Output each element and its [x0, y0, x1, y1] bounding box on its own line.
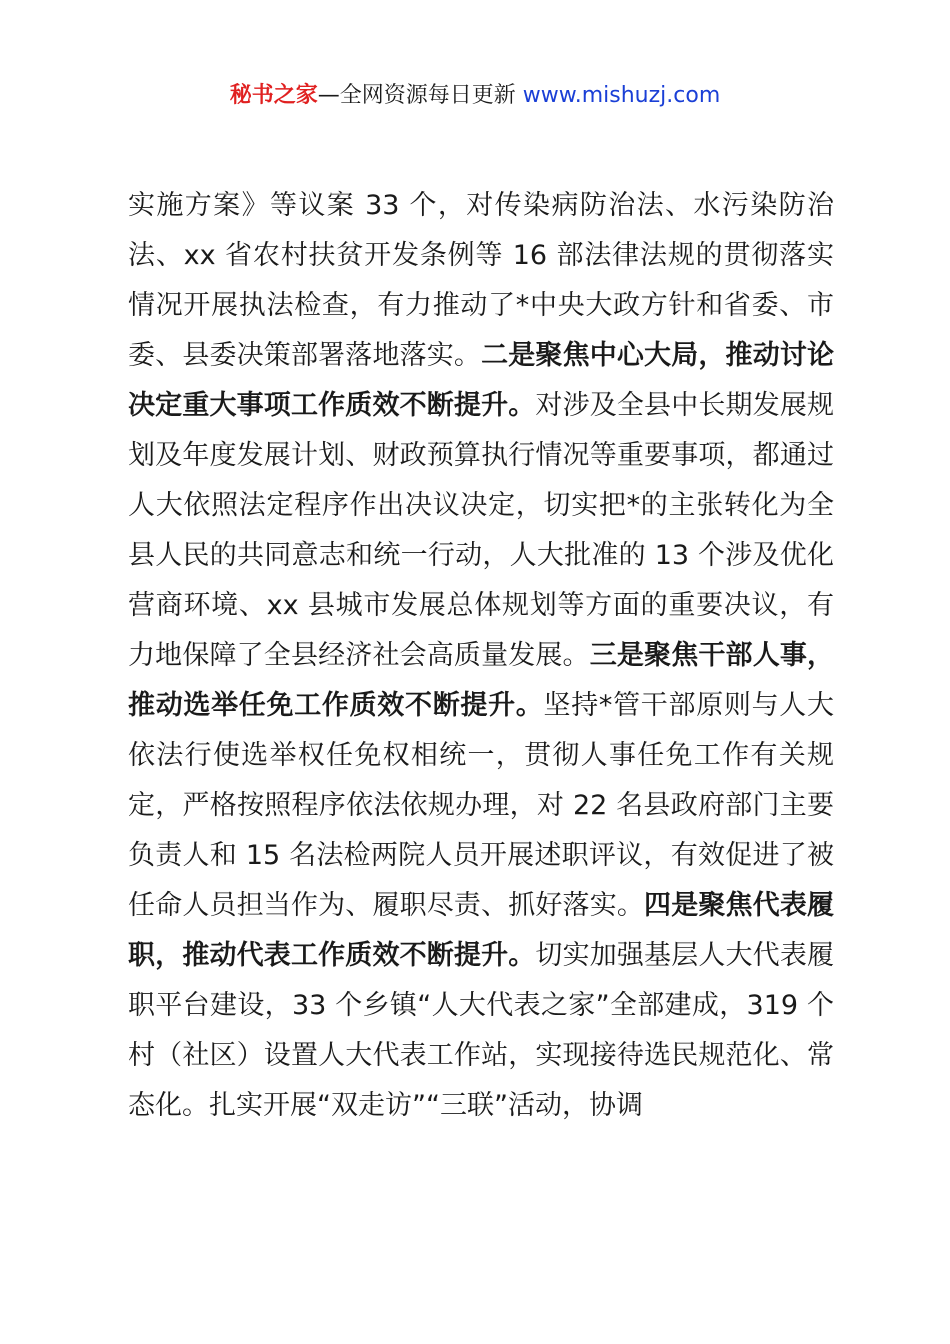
- text-segment: 对涉及全县中长期发展规划及年度发展计划、财政预算执行情况等重要事项，都通过人大依照法定程序作出决议决定，切实把*的主张转化为全县人民的共同意志和统一行动，人大批准的 13 个涉及优化营商环境、xx 县城市发展总体规划等方面的重要决议，有力地保障了全县经济社会高质量发展。: [128, 390, 835, 671]
- text-segment: 坚持*管干部原则与人大依法行使选举权任免权相统一，贯彻人事任免工作有关规定，严格按照程序依法依规办理，对 22 名县政府部门主要负责人和 15 名法检两院人员开展述职评议，有效促进了被任命人员担当作为、履职尽责、抓好落实。: [128, 690, 834, 921]
- site-tagline: —全网资源每日更新: [317, 83, 516, 108]
- text-segment: 实施方案》等议案 33 个，对传染病防治法、水污染防治法、xx 省农村扶贫开发条例等 16 部法律法规的贯彻落实情况开展执法检查，有力推动了*中央大政方针和省委、市委、县委决策部署落地落实。: [128, 190, 834, 371]
- bold-heading-2: 二是聚焦中心大局，推动讨论决定重大事项工作质效不断提升。: [128, 340, 835, 421]
- site-brand: 秘书之家: [229, 83, 318, 108]
- bold-heading-4: 四是聚焦代表履职，推动代表工作质效不断提升。: [128, 890, 835, 971]
- site-url-link[interactable]: www.mishuzj.com: [522, 83, 721, 108]
- bold-heading-3: 三是聚焦干部人事，推动选举任免工作质效不断提升。: [128, 640, 835, 721]
- document-body: [128, 181, 834, 1131]
- text-segment: 切实加强基层人大代表履职平台建设，33 个乡镇“人大代表之家”全部建成，319 个村（社区）设置人大代表工作站，实现接待选民规范化、常态化。扎实开展“双走访”“三联”活动，协调: [128, 940, 835, 1121]
- body-paragraph: [128, 181, 834, 1131]
- site-header: [0, 80, 950, 112]
